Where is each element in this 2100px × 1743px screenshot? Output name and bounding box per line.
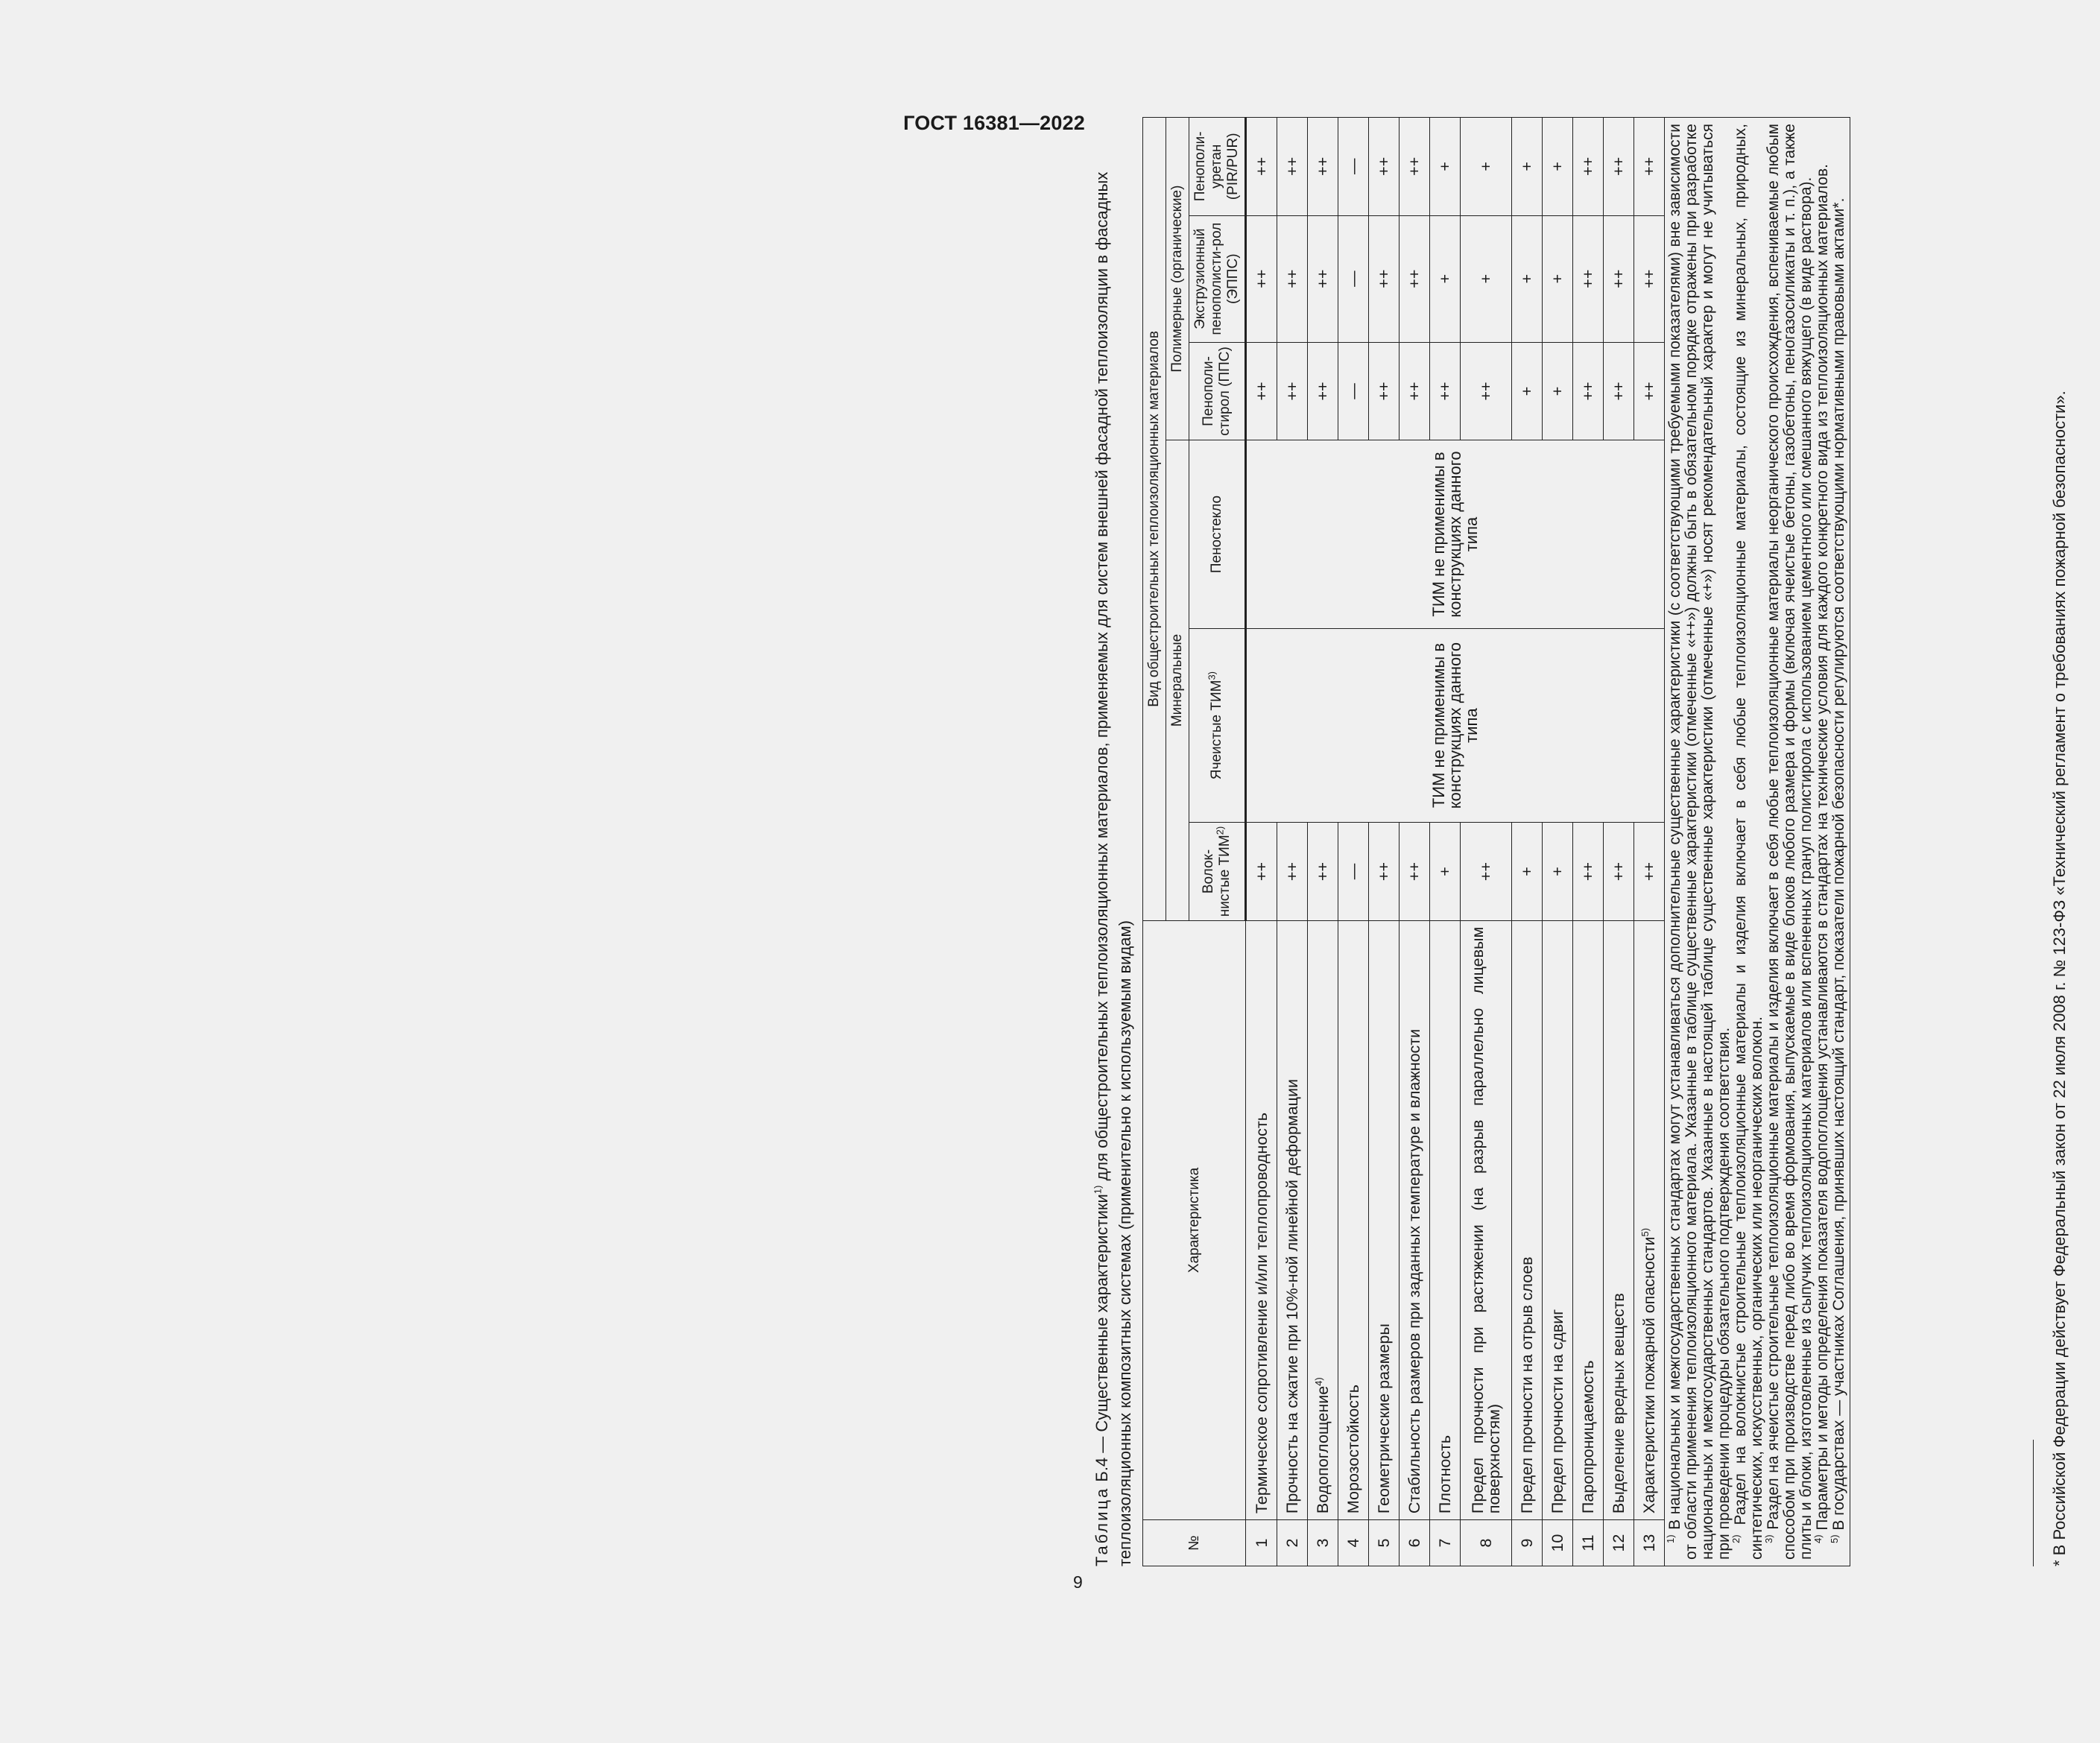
value-eps: ++	[1604, 342, 1634, 440]
table-row	[1308, 118, 1338, 1566]
value-xps: ++	[1308, 215, 1338, 342]
value-xps: +	[1461, 215, 1512, 342]
mineral-header: Минеральные	[1166, 440, 1189, 921]
value-eps: —	[1338, 342, 1369, 440]
table-note: $^{2)}$ Раздел на волокнистые строительные теплоизоляционные материалы и изделия включает в себя любые теплоизоляционные материалы, состоящие из минеральных, природных, синтетических, искусственных, органических или неорганических волокон.	[1730, 124, 1765, 1560]
row-characteristic: Предел прочности на отрыв слоев	[1512, 920, 1543, 1519]
value-fibrous: —	[1338, 823, 1369, 920]
row-characteristic: Прочность на сжатие при 10%-ной линейной деформации	[1277, 920, 1308, 1519]
value-fibrous: ++	[1634, 823, 1665, 920]
value-eps: ++	[1246, 342, 1277, 440]
value-xps: —	[1338, 215, 1369, 342]
value-xps: ++	[1604, 215, 1634, 342]
value-pur: ++	[1400, 118, 1430, 216]
value-fibrous: ++	[1604, 823, 1634, 920]
row-characteristic: Геометрические размеры	[1369, 920, 1400, 1519]
table-body	[1246, 118, 1665, 1566]
col-header-fibrous: Волок-нистые ТИМ$^{2)}$	[1189, 823, 1246, 920]
value-fibrous: ++	[1308, 823, 1338, 920]
value-eps: +	[1543, 342, 1573, 440]
value-pur: +	[1543, 118, 1573, 216]
caption-prefix: Таблица	[1092, 1486, 1111, 1566]
caption-sup: 1)	[1092, 1185, 1104, 1195]
value-xps: ++	[1573, 215, 1604, 342]
value-xps: ++	[1369, 215, 1400, 342]
row-number: 2	[1277, 1520, 1308, 1566]
table-row	[1604, 118, 1634, 1566]
col-characteristic-header: Характеристика	[1143, 920, 1246, 1519]
col-header-pur: Пенополи-уретан (PIR/PUR)	[1189, 118, 1246, 216]
row-number: 11	[1573, 1520, 1604, 1566]
row-number: 7	[1430, 1520, 1461, 1566]
value-eps: ++	[1573, 342, 1604, 440]
value-fibrous: +	[1430, 823, 1461, 920]
col-header-xps: Экструзионный пенополисти-рол (ЭППС)	[1189, 215, 1246, 342]
row-characteristic: Стабильность размеров при заданных температуре и влажности	[1400, 920, 1430, 1519]
kind-header: Вид общестроительных теплоизоляционных материалов	[1143, 118, 1166, 921]
row-number: 9	[1512, 1520, 1543, 1566]
table-notes	[1665, 118, 1850, 1566]
table-row	[1338, 118, 1369, 1566]
characteristics-table	[1142, 117, 1850, 1566]
col-num-header: №	[1143, 1520, 1246, 1566]
row-number: 12	[1604, 1520, 1634, 1566]
value-pur: ++	[1369, 118, 1400, 216]
value-xps: ++	[1634, 215, 1665, 342]
row-number: 10	[1543, 1520, 1573, 1566]
caption-text: Б.4 — Существенные характеристики	[1092, 1194, 1111, 1487]
value-pur: —	[1338, 118, 1369, 216]
table-row	[1461, 118, 1512, 1566]
standard-header: ГОСТ 16381—2022	[903, 112, 1085, 134]
table-row	[1369, 118, 1400, 1566]
value-pur: ++	[1573, 118, 1604, 216]
value-fibrous: +	[1512, 823, 1543, 920]
table-note: $^{1)}$ В национальных и межгосударственных стандартах могут устанавливаться дополнительные существенные характеристики (с соответствующими требуемыми показателями) вне зависимости от области применения теплоизоляционного материала. Указанные в таблице существенные характеристики (отмеченные «++») должны быть в обязательном порядке отражены при разработке национальных и межгосударственных стандартов. Указанные в настоящей таблице существенные характеристики (отмеченные «+») носят рекомендательный характер и могут не учитываться при проведении процедуры обязательного подтверждения соответствия.	[1665, 124, 1733, 1560]
value-fibrous: ++	[1573, 823, 1604, 920]
value-eps: ++	[1461, 342, 1512, 440]
col-header-eps: Пенополи-стирол (ППС)	[1189, 342, 1246, 440]
row-characteristic: Водопоглощение$^{4)}$	[1308, 920, 1338, 1519]
rotated-page-content	[1090, 76, 2100, 1566]
value-fibrous: ++	[1369, 823, 1400, 920]
row-characteristic: Термическое сопротивление и/или теплопроводность	[1246, 920, 1277, 1519]
value-eps: ++	[1634, 342, 1665, 440]
table-row	[1277, 118, 1308, 1566]
table-row	[1634, 118, 1665, 1566]
value-eps: ++	[1430, 342, 1461, 440]
table-head	[1143, 118, 1246, 1566]
table-row	[1573, 118, 1604, 1566]
table-caption	[1090, 83, 1136, 1566]
table-note: $^{5)}$ В государствах — участниках Соглашения, принявших настоящий стандарт, показатели пожарной безопасности регулируются соответствующими нормативными правовыми актами*.	[1829, 197, 1847, 1543]
footnote-federal-law: * В Российской Федерации действует Федеральный закон от 22 июля 2008 г. № 123-ФЗ «Технический регламент о требованиях пожарной безопасности».	[2050, 390, 2069, 1566]
value-eps: +	[1512, 342, 1543, 440]
value-eps: ++	[1277, 342, 1308, 440]
row-number: 6	[1400, 1520, 1430, 1566]
value-pur: ++	[1604, 118, 1634, 216]
merged-cellular: ТИМ не применимы в конструкциях данного типа	[1246, 628, 1665, 822]
row-number: 4	[1338, 1520, 1369, 1566]
value-fibrous: +	[1543, 823, 1573, 920]
polymer-header: Полимерные (органические)	[1166, 118, 1189, 440]
table-row	[1246, 118, 1277, 1566]
row-characteristic: Плотность	[1430, 920, 1461, 1519]
row-number: 5	[1369, 1520, 1400, 1566]
value-fibrous: ++	[1461, 823, 1512, 920]
table-row	[1543, 118, 1573, 1566]
row-characteristic: Предел прочности при растяжении (на разрыв параллельно лицевым поверхностям)	[1461, 920, 1512, 1519]
col-header-cellular: Ячеистые ТИМ$^{3)}$	[1189, 628, 1246, 822]
table-row	[1430, 118, 1461, 1566]
value-eps: ++	[1400, 342, 1430, 440]
value-xps: +	[1430, 215, 1461, 342]
value-pur: ++	[1246, 118, 1277, 216]
value-xps: +	[1543, 215, 1573, 342]
row-number: 1	[1246, 1520, 1277, 1566]
value-eps: ++	[1308, 342, 1338, 440]
caption-rest: для общестроительных теплоизоляционных материалов, применяемых для систем внешней фасадной теплоизоляции в фасадных теплоизоляционных композитных системах (применительно к используемым видам)	[1092, 171, 1134, 1566]
value-pur: ++	[1308, 118, 1338, 216]
value-pur: ++	[1277, 118, 1308, 216]
value-xps: ++	[1246, 215, 1277, 342]
value-fibrous: ++	[1400, 823, 1430, 920]
table-note: $^{4)}$ Параметры и методы определения показателя водопоглощения устанавливаются в стандартах на технические условия для каждого конкретного вида из теплоизоляционных материалов.	[1812, 163, 1831, 1543]
value-pur: +	[1430, 118, 1461, 216]
value-xps: ++	[1400, 215, 1430, 342]
row-characteristic: Паропроницаемость	[1573, 920, 1604, 1519]
value-eps: ++	[1369, 342, 1400, 440]
row-number: 3	[1308, 1520, 1338, 1566]
table-row	[1512, 118, 1543, 1566]
row-characteristic: Морозостойкость	[1338, 920, 1369, 1519]
value-pur: +	[1461, 118, 1512, 216]
value-pur: +	[1512, 118, 1543, 216]
value-fibrous: ++	[1277, 823, 1308, 920]
row-number: 8	[1461, 1520, 1512, 1566]
merged-foamglass: ТИМ не применимы в конструкциях данного типа	[1246, 440, 1665, 629]
value-xps: ++	[1277, 215, 1308, 342]
row-number: 13	[1634, 1520, 1665, 1566]
table-note: $^{3)}$ Раздел на ячеистые строительные теплоизоляционные материалы и изделия включает в себя любые теплоизоляционные материалы неорганического происхождения, вспениваемые любым способом при производстве перед либо во время формования, выпускаемые в виде блоков любого размера и формы (включая ячеистые бетоны, газобетоны, пеногазосиликаты и т. п.), а также плиты и блоки, изготовленные из сыпучих теплоизоляционных материалов или вспененных гранул полистирола с использованием цементного или смешанного вяжущего (в виде раствора).	[1763, 124, 1815, 1560]
value-fibrous: ++	[1246, 823, 1277, 920]
row-characteristic: Характеристики пожарной опасности$^{5)}$	[1634, 920, 1665, 1519]
value-pur: ++	[1634, 118, 1665, 216]
value-xps: +	[1512, 215, 1543, 342]
footnote-separator	[2033, 1440, 2034, 1566]
row-characteristic: Предел прочности на сдвиг	[1543, 920, 1573, 1519]
row-characteristic: Выделение вредных веществ	[1604, 920, 1634, 1519]
col-header-foamglass: Пеностекло	[1189, 440, 1246, 629]
table-row	[1400, 118, 1430, 1566]
page-number: 9	[1073, 1572, 1083, 1592]
